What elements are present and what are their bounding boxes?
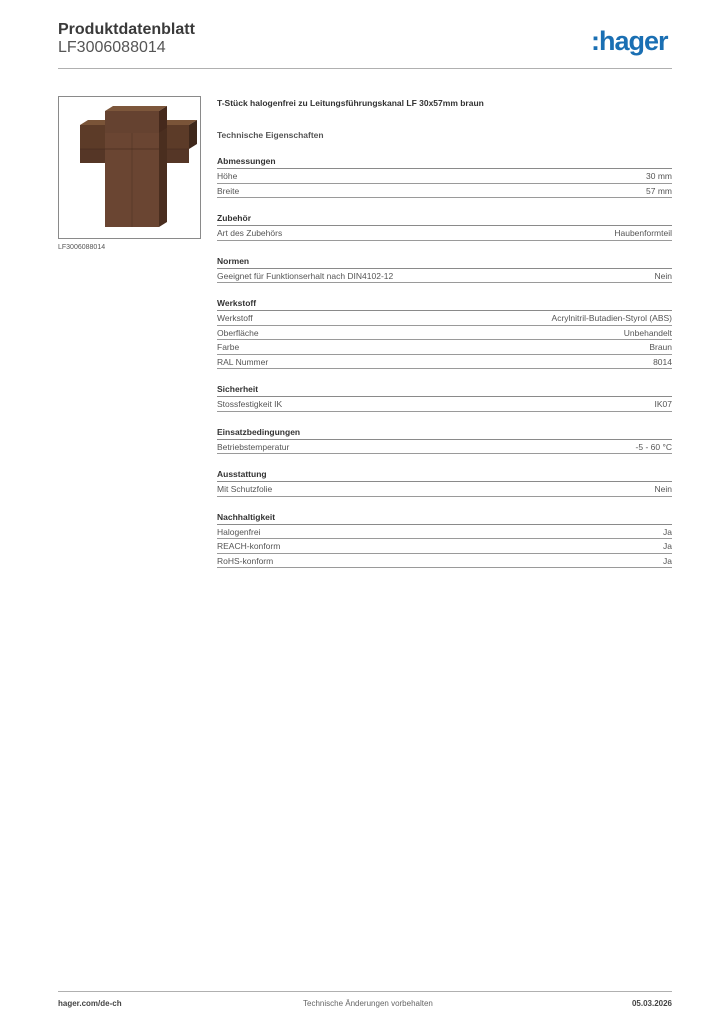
property-row [217,169,672,184]
section-title: Zubehör [217,212,672,226]
property-label: RAL Nummer [217,356,269,367]
property-row [217,311,672,326]
property-row [217,340,672,355]
property-row [217,482,672,497]
property-value: -5 - 60 °C [635,441,672,452]
property-label: Stossfestigkeit IK [217,399,283,409]
property-row [217,269,672,284]
property-value: Braun [649,342,672,352]
footer-notice: Technische Änderungen vorbehalten [303,999,433,1008]
property-value: Haubenformteil [614,228,672,238]
hager-logo [591,27,675,57]
property-row [217,184,672,199]
property-row [217,539,672,554]
article-number: LF3006088014 [58,39,166,56]
section-title: Werkstoff [217,297,672,311]
technical-properties-heading: Technische Eigenschaften [217,130,324,140]
footer-divider [58,991,672,992]
property-label: REACH-konform [217,541,281,551]
section [217,383,672,412]
property-value: Ja [663,526,672,537]
product-image [58,96,201,239]
property-row [217,355,672,370]
property-value: Nein [654,270,672,281]
property-label: Oberfläche [217,327,259,338]
property-value: Ja [663,555,672,566]
property-label: Betriebstemperatur [217,441,290,452]
property-value: Ja [663,541,672,551]
section [217,511,672,569]
property-label: Geeignet für Funktionserhalt nach DIN4102-12 [217,270,394,281]
image-caption: LF3006088014 [58,244,106,251]
section-title: Normen [217,255,672,269]
section-title: Ausstattung [217,468,672,482]
product-name: T-Stück halogenfrei zu Leitungsführungskanal LF 30x57mm braun [217,98,484,108]
property-label: Mit Schutzfolie [217,484,273,494]
property-label: Breite [217,185,240,196]
section [217,212,672,241]
property-label: Werkstoff [217,313,253,323]
property-label: Farbe [217,342,240,352]
property-value: Acrylnitril-Butadien-Styrol (ABS) [551,313,672,323]
property-row [217,554,672,569]
property-row [217,226,672,241]
property-row [217,397,672,412]
section [217,255,672,284]
property-value: 57 mm [646,185,672,196]
property-row [217,326,672,341]
section [217,155,672,198]
section-title: Einsatzbedingungen [217,426,672,440]
logo-text: :hager [591,27,668,56]
property-value: 30 mm [646,171,672,181]
property-row [217,525,672,540]
properties-list [217,155,672,568]
property-value: Unbehandelt [623,327,672,338]
section [217,468,672,497]
product-details [217,96,672,568]
footer-date: 05.03.2026 [631,999,672,1008]
footer-website[interactable]: hager.com/de-ch [58,999,122,1008]
header-divider [58,68,672,69]
property-value: 8014 [653,356,672,367]
property-label: Art des Zubehörs [217,228,283,238]
section [217,297,672,369]
property-row [217,440,672,455]
page-title: Produktdatenblatt [58,21,195,38]
property-value: IK07 [654,399,672,409]
property-label: Halogenfrei [217,526,261,537]
section [217,426,672,455]
property-value: Nein [654,484,672,494]
property-label: Höhe [217,171,238,181]
section-title: Abmessungen [217,155,672,169]
section-title: Nachhaltigkeit [217,511,672,525]
section-title: Sicherheit [217,383,672,397]
t-piece-icon [59,97,200,238]
property-label: RoHS-konform [217,555,274,566]
